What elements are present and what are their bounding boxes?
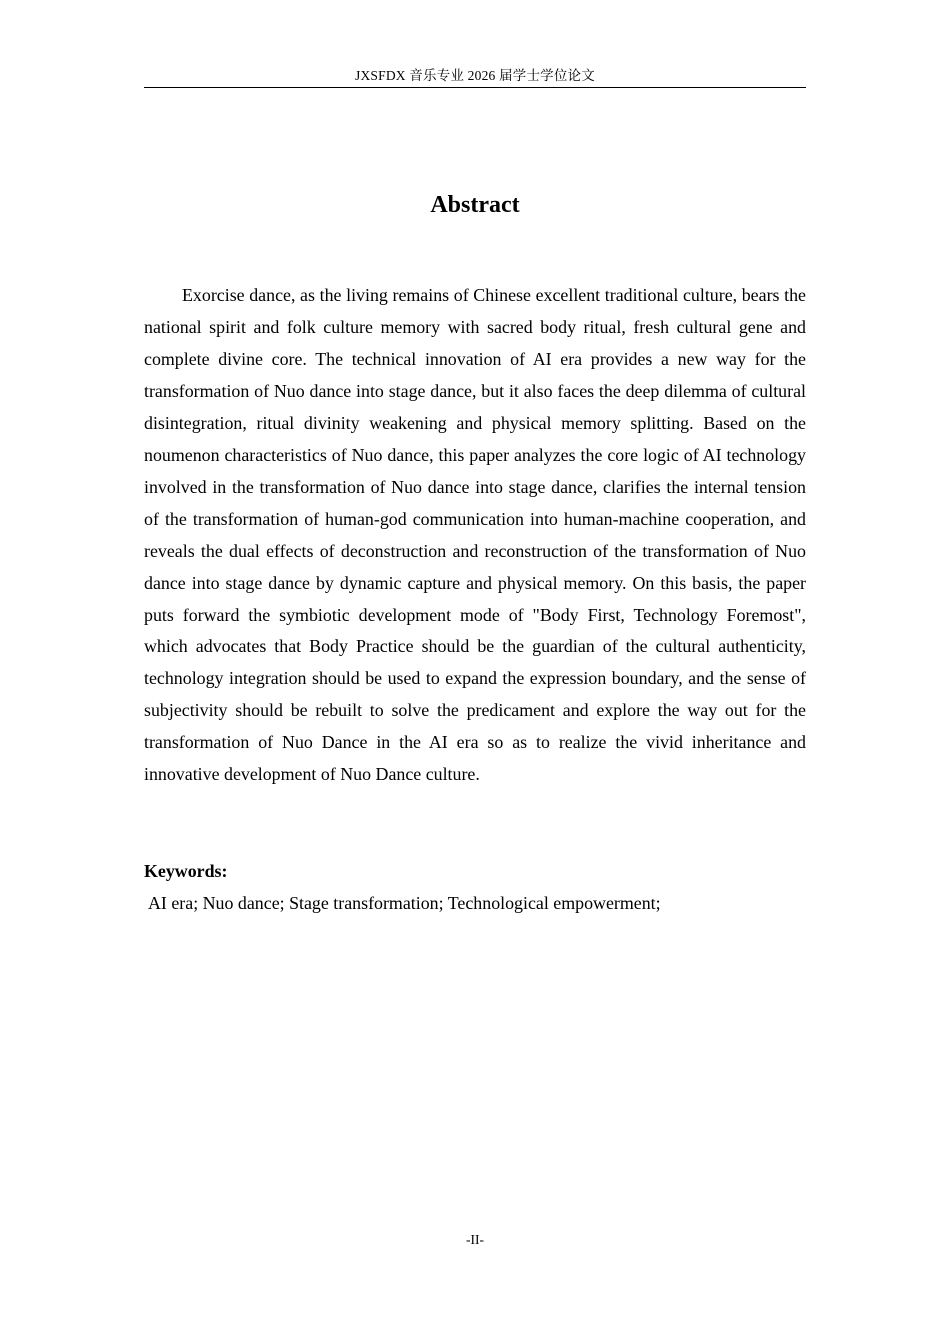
abstract-title: Abstract bbox=[430, 192, 520, 218]
abstract-body: Exorcise dance, as the living remains of Chinese excellent traditional culture, bears the national spirit and folk culture memory with sacred body ritual, fresh cultural gene and complete divine core. The technical innovation of AI era provides a new way for the transformation of Nuo dance into stage dance, but it also faces the deep dilemma of cultural disintegration, ritual divinity weakening and physical memory splitting. Based on the noumenon characteristics of Nuo dance, this paper analyzes the core logic of AI technology involved in the transformation of Nuo dance into stage dance, clarifies the internal tension of the transformation of human-god communication into human-machine cooperation, and reveals the dual effects of deconstruction and reconstruction of the transformation of Nuo dance into stage dance by dynamic capture and physical memory. On this basis, the paper puts forward the symbiotic development mode of "Body First, Technology Foremost", which advocates that Body Practice should be the guardian of the cultural authenticity, technology integration should be used to expand the expression boundary, and the sense of subjectivity should be rebuilt to solve the predicament and explore the way out for the transformation of Nuo Dance in the AI era so as to realize the vivid inheritance and innovative development of Nuo Dance culture. bbox=[144, 285, 806, 785]
header-rule bbox=[144, 87, 806, 88]
running-header: JXSFDX 音乐专业 2026 届学士学位论文 bbox=[355, 68, 595, 83]
page-number: -II- bbox=[466, 1232, 484, 1247]
keywords-list: AI era; Nuo dance; Stage transformation; Technological empowerment; bbox=[148, 893, 661, 913]
keywords-heading: Keywords: bbox=[144, 861, 228, 881]
